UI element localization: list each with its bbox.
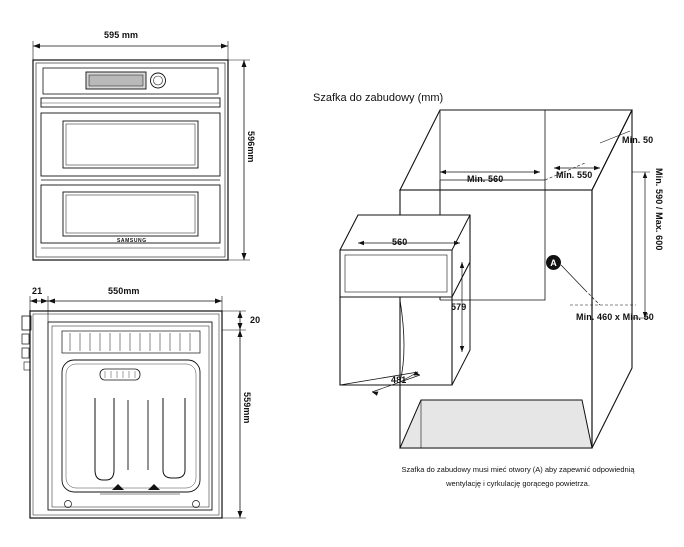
front-width-label: 595 mm xyxy=(104,30,139,40)
side-top-offset-label: 20 xyxy=(250,315,261,325)
oven-depth-label: 481 xyxy=(391,375,407,385)
cabinet-height-range-label: Min. 590 / Max. 600 xyxy=(654,168,664,251)
footnote-line-2: wentylację i cyrkulację gorącego powietrza. xyxy=(446,479,590,488)
footnote-line-1: Szafka do zabudowy musi mieć otwory (A) aby zapewnić odpowiednią xyxy=(401,465,635,474)
min-top-depth-label: Min. 50 xyxy=(622,135,654,145)
min-depth-label: Min. 550 xyxy=(556,170,593,180)
oven-height-label: 579 xyxy=(451,302,467,312)
vent-opening-label: Min. 460 x Min. 50 xyxy=(576,312,654,322)
front-height-label: 596mm xyxy=(246,131,256,163)
side-depth-label: 550mm xyxy=(108,286,140,296)
cabinet-title: Szafka do zabudowy (mm) xyxy=(313,92,444,104)
min-width-label: Min. 560 xyxy=(467,174,504,184)
callout-a-marker: A xyxy=(546,255,561,270)
side-height-label: 559mm xyxy=(242,392,252,424)
side-front-offset-label: 21 xyxy=(32,286,43,296)
oven-width-label: 560 xyxy=(392,237,408,247)
brand-logo: SAMSUNG xyxy=(117,238,147,244)
